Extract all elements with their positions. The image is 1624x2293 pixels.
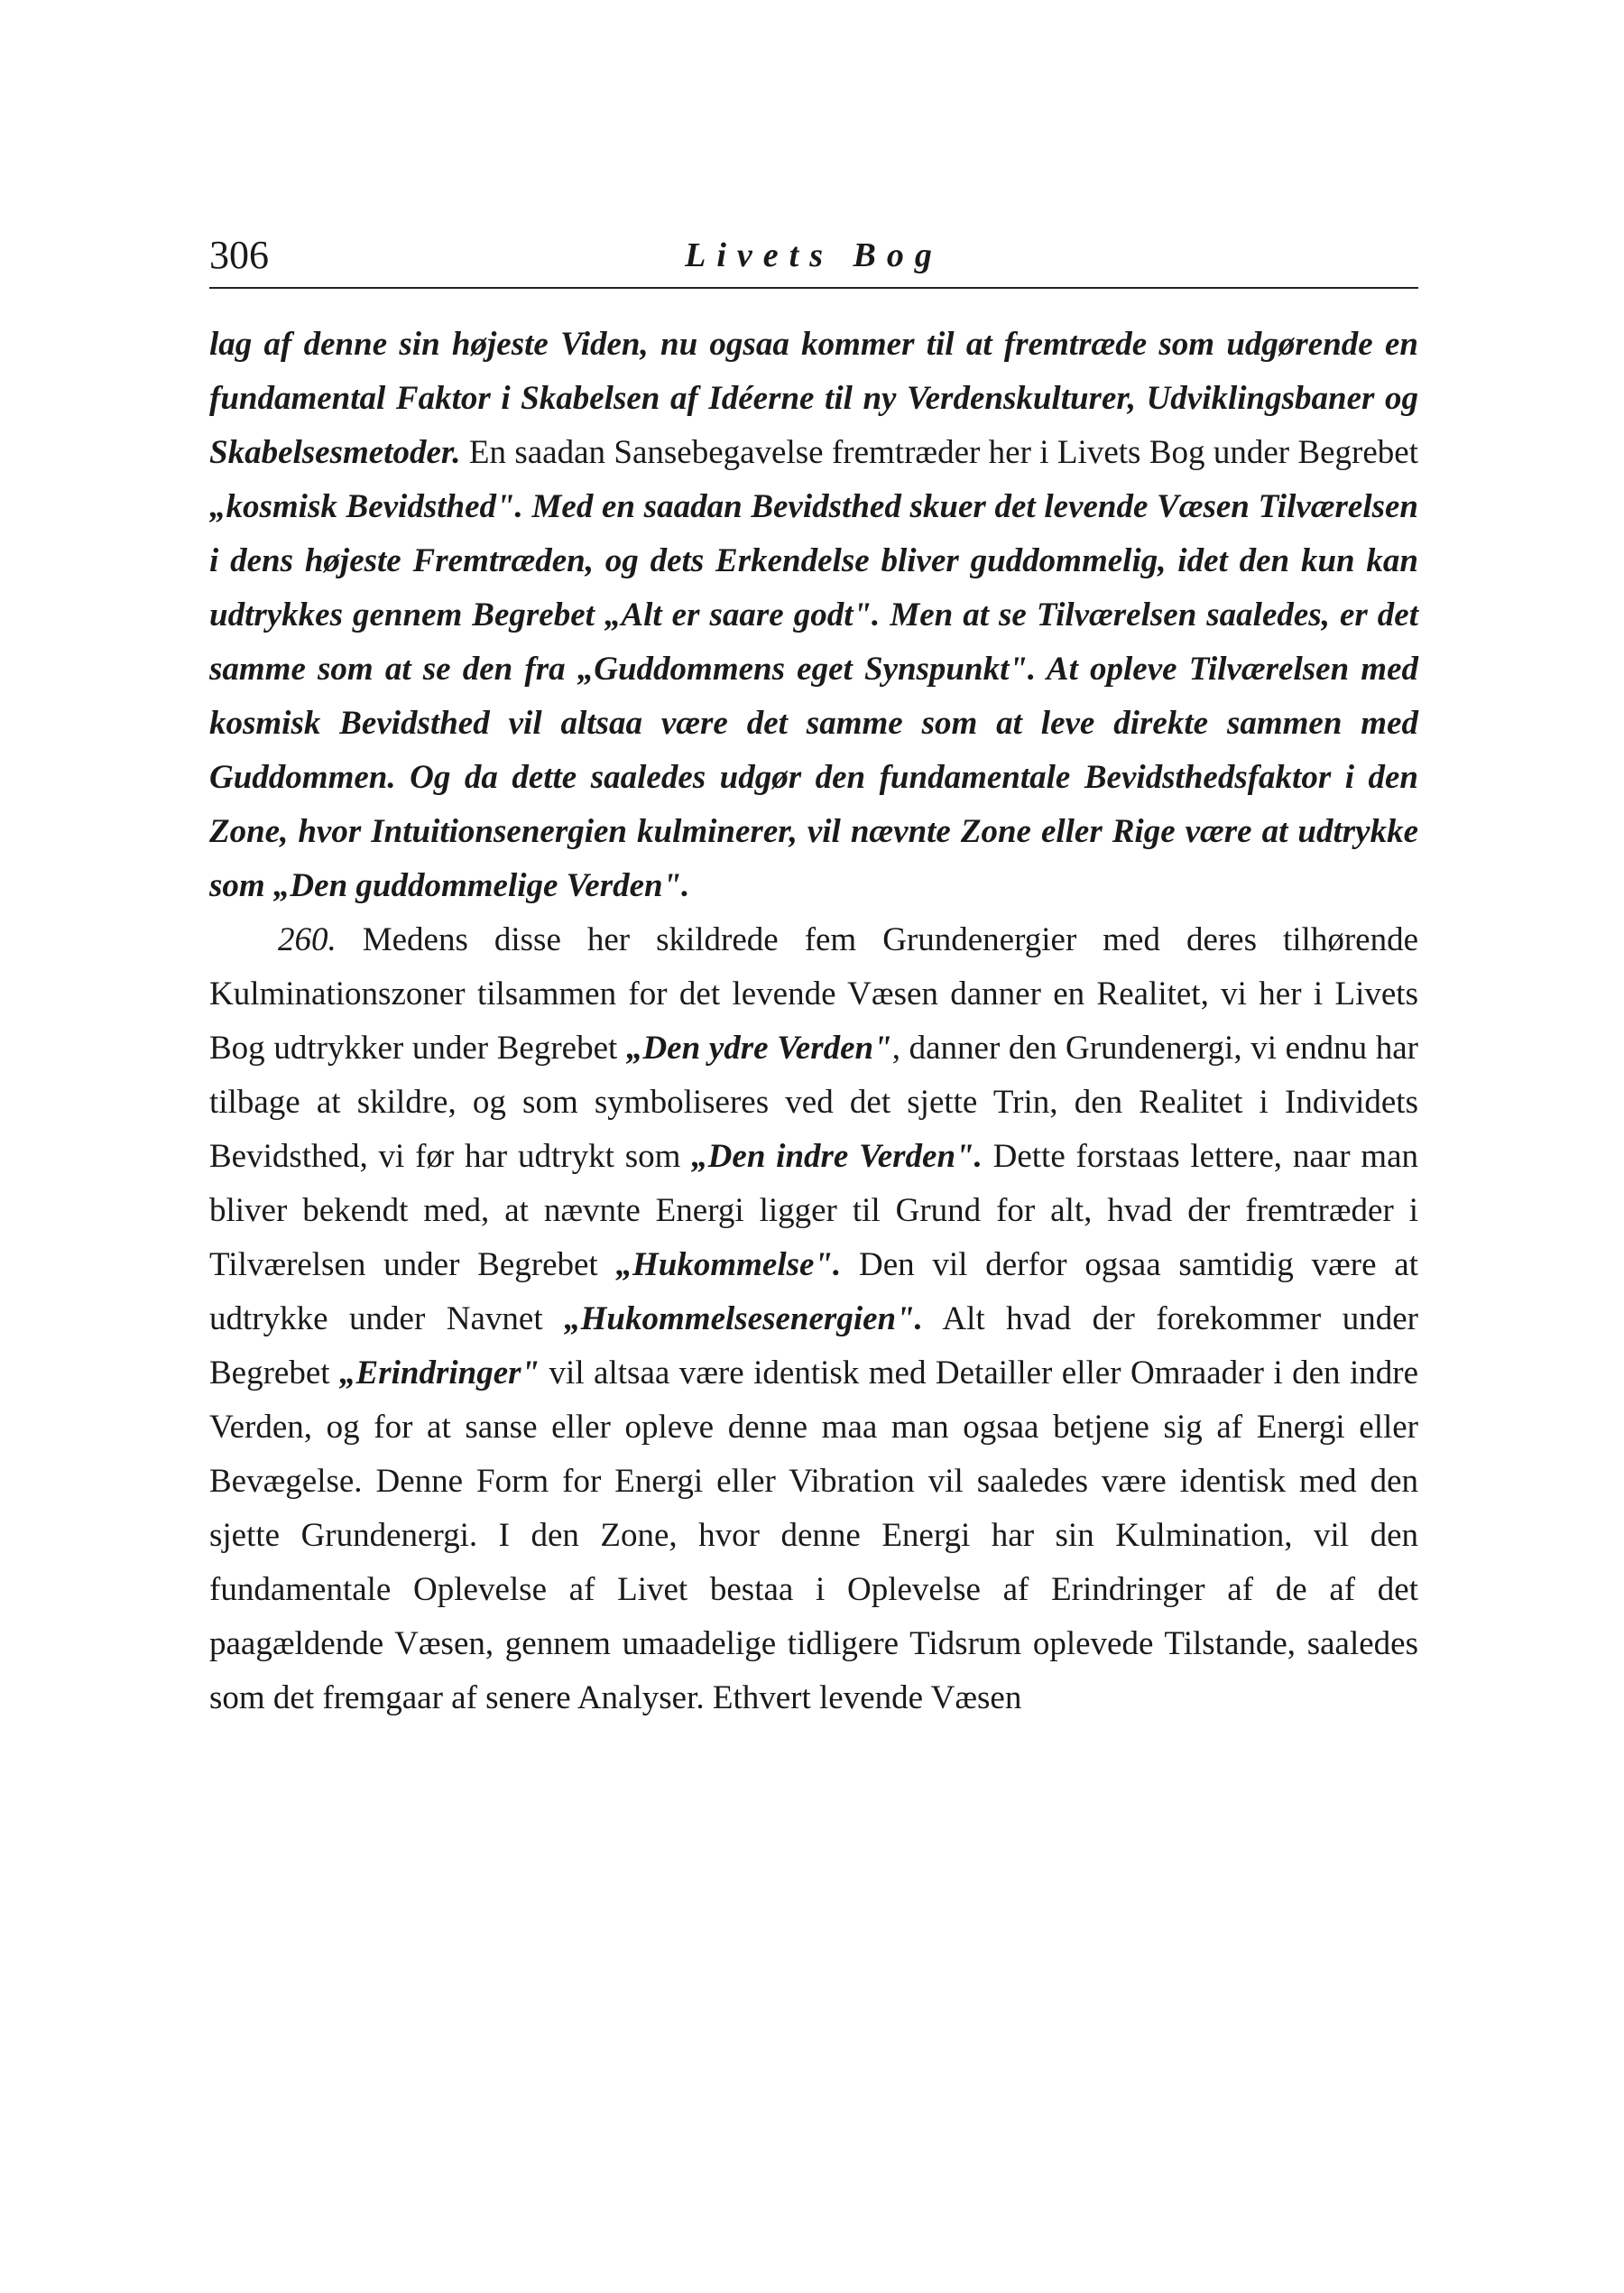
paragraph-continuation: [209, 318, 1418, 913]
roman-passage: Medens disse her skildrede fem Grundenergier med deres tilhørende Kulminationszoner tilsammen for det levende Væsen danner en Realitet, vi her i Livets Bog udtrykker under Begrebet: [209, 921, 1418, 1067]
page-number: 306: [209, 233, 269, 277]
body-text: [209, 318, 1418, 1725]
roman-passage: Dette forstaas lettere, naar man bliver bekendt med, at nævnte Energi ligger til Grund for alt, hvad der fremtræder i Tilværelsen under Begrebet: [209, 1138, 1418, 1283]
roman-passage: Den vil derfor ogsaa samtidig være at udtrykke under Navnet: [209, 1246, 1418, 1337]
roman-passage: , danner den Grundenergi, vi endnu har tilbage at skildre, og som symboliseres ved det sjette Trin, den Realitet i Individets Bevidsthed, vi før har udtrykt som: [209, 1030, 1418, 1175]
running-title: Livets Bog: [685, 236, 943, 274]
roman-passage: En saadan Sansebegavelse fremtræder her i Livets Bog under Begrebet: [460, 434, 1418, 471]
italic-term: „Hukommelsesenergien".: [564, 1300, 923, 1337]
italic-passage: „kosmisk Bevidsthed". Med en saadan Bevidsthed skuer det levende Væsen Tilværelsen i dens højeste Fremtræden, og dets Erkendelse bliver guddommelig, idet den kun kan udtrykkes gennem Begrebet „Alt er saare godt". Men at se Tilværelsen saaledes, er det samme som at se den fra „Guddommens eget Synspunkt". At opleve Tilværelsen med kosmisk Bevidsthed vil altsaa være det samme som at leve direkte sammen med Guddommen. Og da dette saaledes udgør den fundamentale Bevidsthedsfaktor i den Zone, hvor Intuitionsenergien kulminerer, vil nævnte Zone eller Rige være at udtrykke som „Den guddommelige Verden".: [209, 488, 1418, 904]
italic-term: „Den ydre Verden": [625, 1030, 892, 1067]
paragraph-260: [209, 913, 1418, 1725]
italic-passage: lag af denne sin højeste Viden, nu ogsaa kommer til at fremtræde som udgørende en fundamental Faktor i Skabelsen af Idéerne til ny Verdenskulturer, Udviklingsbaner og Skabelsesmetoder.: [209, 326, 1418, 471]
header-rule: [209, 287, 1418, 289]
italic-term: „Erindringer": [339, 1355, 540, 1392]
page-header: [209, 233, 1418, 278]
roman-passage: vil altsaa være identisk med Detailler eller Omraader i den indre Verden, og for at sanse eller opleve denne maa man ogsaa betjene sig af Energi eller Bevægelse. Denne Form for Energi eller Vibration vil saaledes være identisk med den sjette Grundenergi. I den Zone, hvor denne Energi har sin Kulmination, vil den fundamentale Oplevelse af Livet bestaa i Oplevelse af Erindringer af de af det paagældende Væsen, gennem umaadelige tidligere Tidsrum oplevede Tilstande, saaledes som det fremgaar af senere Analyser. Ethvert levende Væsen: [209, 1355, 1419, 1716]
paragraph-number: 260.: [278, 921, 337, 958]
italic-term: „Hukommelse".: [615, 1246, 842, 1283]
italic-term: „Den indre Verden".: [691, 1138, 983, 1175]
roman-passage: Alt hvad der forekommer under Begrebet: [209, 1300, 1418, 1392]
